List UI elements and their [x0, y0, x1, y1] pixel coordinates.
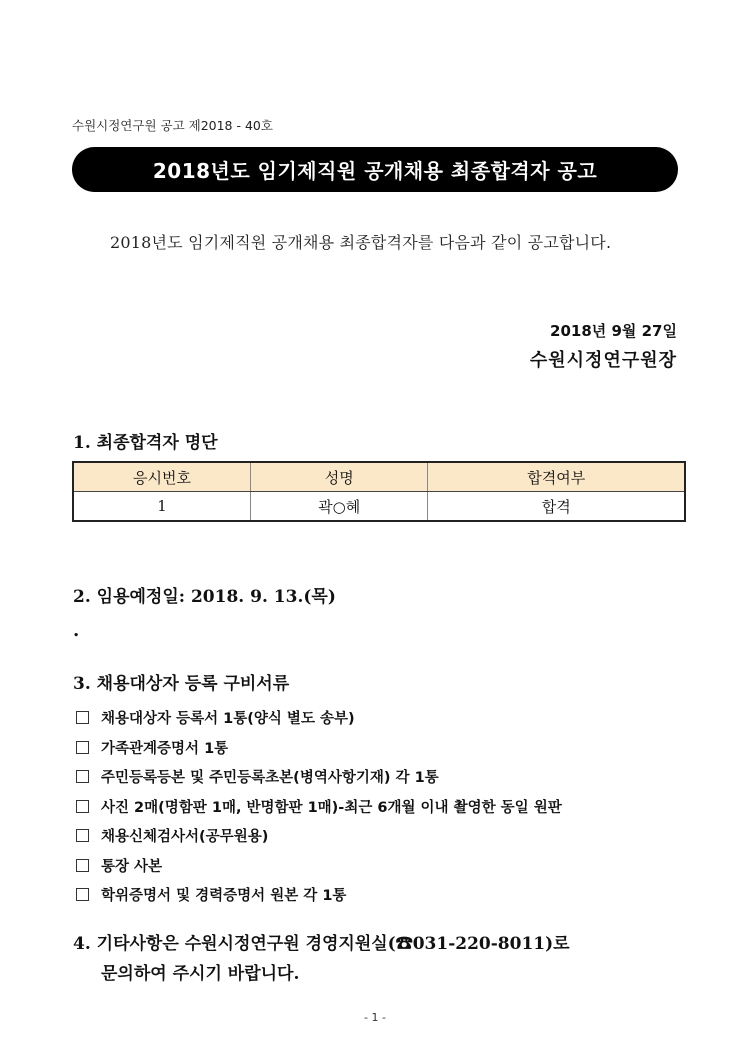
notice-number: 수원시정연구원 공고 제2018 - 40호	[72, 118, 273, 133]
table-header-row	[73, 462, 685, 492]
list-item-label: 학위증명서 및 경력증명서 원본 각 1통	[101, 888, 347, 905]
results-table	[72, 461, 686, 522]
list-item	[76, 821, 562, 851]
list-item-label: 채용신체검사서(공무원용)	[101, 829, 269, 846]
section-3-heading: 3. 채용대상자 등록 구비서류	[73, 674, 290, 694]
section-1-heading: 1. 최종합격자 명단	[73, 433, 218, 453]
list-item-label: 주민등록등본 및 주민등록초본(병역사항기재) 각 1통	[101, 770, 439, 787]
list-item	[76, 792, 562, 822]
applicant-name-cell: 곽○혜	[250, 492, 427, 522]
list-item-label: 통장 사본	[101, 858, 163, 875]
checkbox-icon	[76, 711, 89, 724]
column-header-name: 성명	[250, 462, 427, 492]
list-item-label: 가족관계증명서 1통	[101, 740, 229, 757]
checkbox-icon	[76, 829, 89, 842]
intro-text: 2018년도 임기제직원 공개채용 최종합격자를 다음과 같이 공고합니다.	[110, 233, 612, 252]
table-row	[73, 492, 685, 522]
result-cell: 합격	[428, 492, 685, 522]
list-item	[76, 762, 562, 792]
list-item	[76, 851, 562, 881]
checkbox-icon	[76, 770, 89, 783]
applicant-number-cell: 1	[73, 492, 250, 522]
stray-period: .	[73, 620, 80, 641]
list-item-label: 사진 2매(명함판 1매, 반명함판 1매)-최근 6개월 이내 촬영한 동일 원판	[101, 799, 562, 816]
section-4-line-1: 4. 기타사항은 수원시정연구원 경영지원실(☎031-220-8011)로	[73, 934, 570, 954]
list-item	[76, 880, 562, 910]
announcement-date: 2018년 9월 27일	[550, 322, 677, 340]
issuer-name: 수원시정연구원장	[529, 350, 677, 371]
section-2-heading: 2. 임용예정일: 2018. 9. 13.(목)	[73, 587, 336, 607]
list-item	[76, 733, 562, 763]
document-title: 2018년도 임기제직원 공개채용 최종합격자 공고	[152, 159, 598, 183]
page-number: - 1 -	[364, 1011, 386, 1024]
title-banner	[72, 147, 678, 192]
list-item	[76, 703, 562, 733]
column-header-applicant-number: 응시번호	[73, 462, 250, 492]
required-documents-list	[76, 703, 562, 910]
column-header-result: 합격여부	[428, 462, 685, 492]
section-4-line-2: 문의하여 주시기 바랍니다.	[101, 964, 300, 984]
checkbox-icon	[76, 859, 89, 872]
checkbox-icon	[76, 741, 89, 754]
list-item-label: 채용대상자 등록서 1통(양식 별도 송부)	[101, 711, 355, 728]
checkbox-icon	[76, 888, 89, 901]
checkbox-icon	[76, 800, 89, 813]
